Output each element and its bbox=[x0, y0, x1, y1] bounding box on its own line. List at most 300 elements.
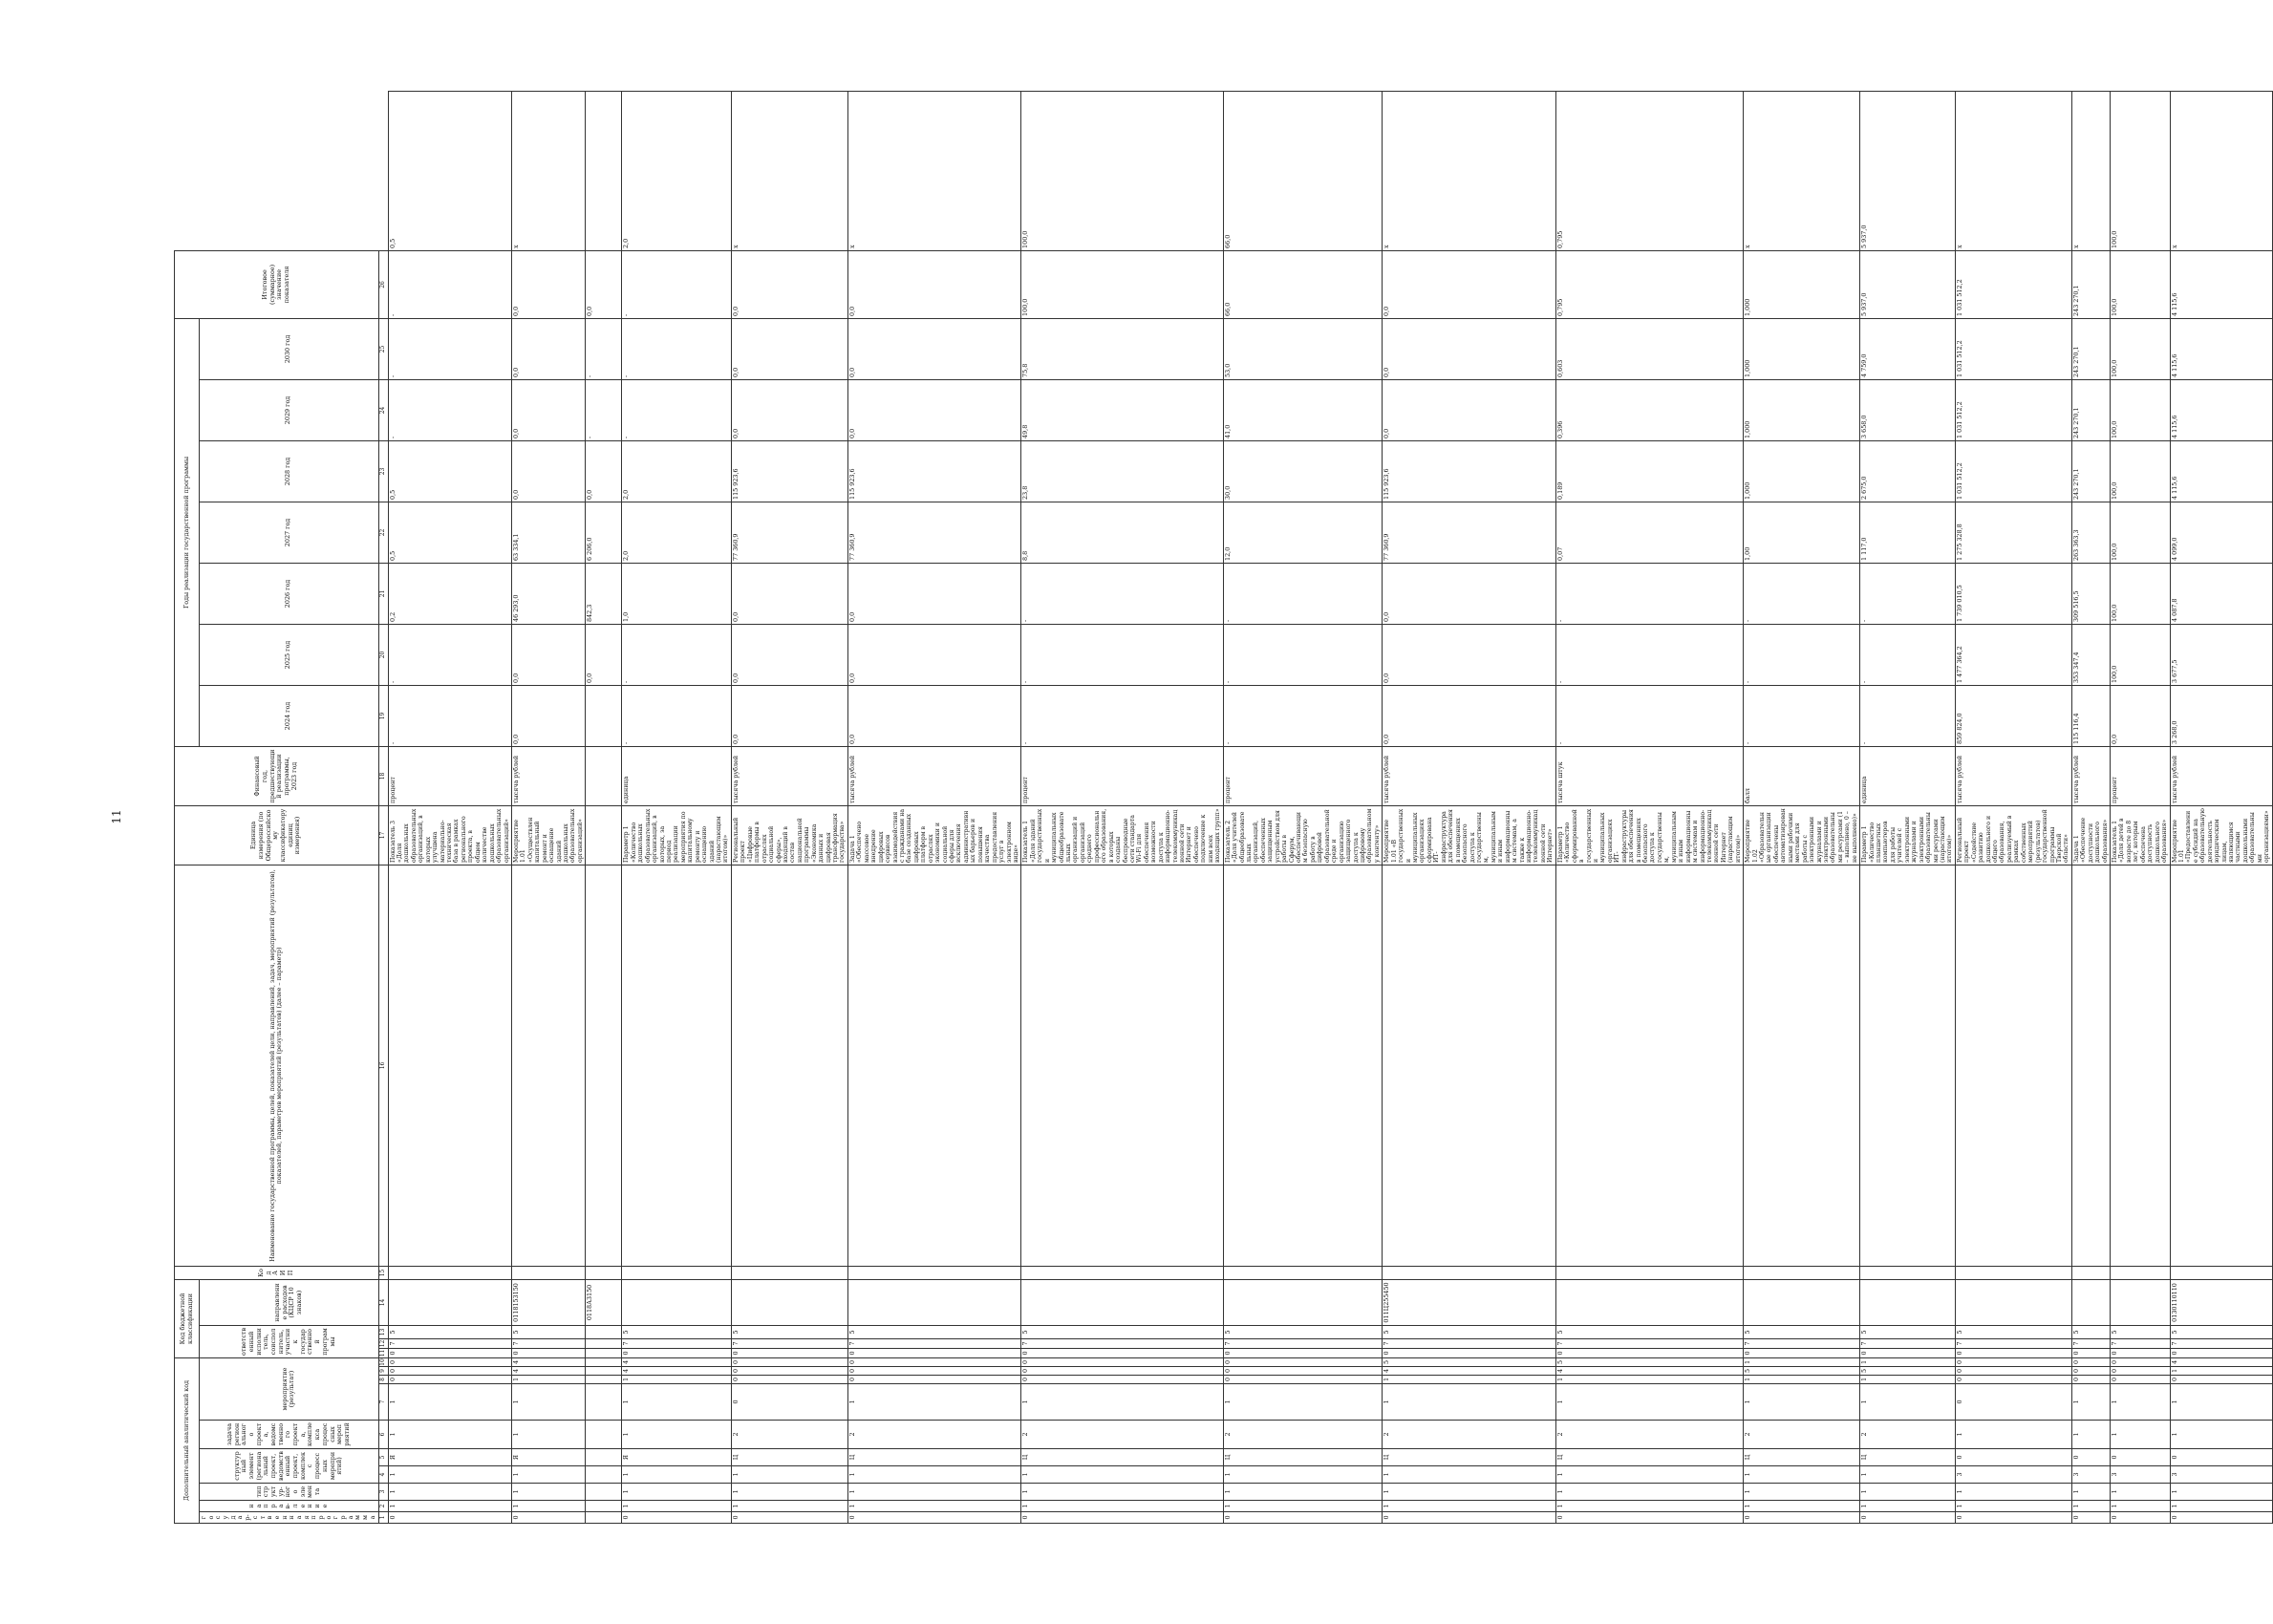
value-cell: 46 293,0 bbox=[511, 563, 585, 624]
unit-cell: единица bbox=[1860, 746, 1956, 805]
code-cell: 0 bbox=[847, 1376, 1021, 1384]
code-cell: 1 bbox=[622, 1376, 732, 1384]
value-cell: - bbox=[586, 379, 622, 440]
code-cell: 1 bbox=[511, 1484, 585, 1501]
column-number: 25 bbox=[378, 318, 388, 379]
value-cell: 0,0 bbox=[847, 563, 1021, 624]
value-cell: 1 739 010,5 bbox=[1955, 563, 2071, 624]
code-cell: 7 bbox=[847, 1338, 1021, 1348]
code-cell: 1 bbox=[1555, 1376, 1743, 1384]
value-cell: - bbox=[586, 318, 622, 379]
code-cell: 0 bbox=[1955, 1449, 2071, 1466]
code-cell bbox=[586, 1376, 622, 1384]
code-cell bbox=[2170, 865, 2272, 1266]
table-row bbox=[1955, 92, 2071, 1524]
code-cell: 3 bbox=[1955, 1466, 2071, 1484]
code-cell: 0 bbox=[1955, 1512, 2071, 1524]
name-cell: Мероприятие 1.01 «Предоставление субсидий на образовательную деятельность юридическим лицам, являющимся частными дошкольными образовательными организациями» bbox=[2170, 805, 2272, 865]
name-cell: Показатель 3 «Доля дошкольных образовательных организаций, в которых улучшена материально-техническая база в рамках регионального проекта, в общем количестве дошкольных образовательных организаций» bbox=[388, 805, 511, 865]
table-viewport bbox=[174, 91, 2271, 1524]
header-kapp: Код АИП bbox=[175, 1266, 379, 1279]
value-cell: 0,5 bbox=[388, 502, 511, 563]
value-cell: 0,0 bbox=[1383, 624, 1556, 685]
code-cell: 1 bbox=[511, 1384, 585, 1421]
code-cell: 0 bbox=[731, 1357, 847, 1366]
code-cell: 1 bbox=[1021, 1466, 1223, 1484]
code-cell: 5 bbox=[1223, 1325, 1383, 1338]
header-gp: государ-ственная программа bbox=[200, 1512, 379, 1524]
value-cell: - bbox=[388, 250, 511, 318]
table-body bbox=[388, 92, 2272, 1524]
code-cell: 1 bbox=[847, 1501, 1021, 1512]
name-cell: Показатель 1 «Доля детей в возрасте до 8 лет, которым обеспечена доступность дошкольного образования» bbox=[2111, 805, 2171, 865]
code-cell bbox=[731, 865, 847, 1266]
value-cell: 0,0 bbox=[586, 440, 622, 502]
value-cell: 23,8 bbox=[1021, 440, 1223, 502]
value-cell: 0,2 bbox=[388, 563, 511, 624]
code-cell: 0 bbox=[511, 1512, 585, 1524]
code-cell: 4 bbox=[511, 1367, 585, 1376]
column-number: 4 bbox=[378, 1466, 388, 1484]
value-cell: 30,0 bbox=[1223, 440, 1383, 502]
value-cell: 4 115,6 bbox=[2170, 250, 2272, 318]
value-cell: - bbox=[622, 624, 732, 685]
value-cell: - bbox=[1555, 563, 1743, 624]
value-cell: - bbox=[1860, 685, 1956, 746]
unit-cell: тысяча рублей bbox=[2170, 746, 2272, 805]
table-row bbox=[586, 92, 622, 1524]
value-cell: 0,0 bbox=[511, 440, 585, 502]
code-cell: 3 bbox=[2170, 1466, 2272, 1484]
value-cell: 75,8 bbox=[1021, 318, 1223, 379]
code-cell bbox=[1383, 1266, 1556, 1279]
code-cell: 0 bbox=[2071, 1367, 2110, 1376]
header-fin-year: Финансовый год, предшествующий реализации программы, 2023 год bbox=[175, 746, 379, 805]
code-cell: 0 bbox=[2111, 1348, 2171, 1357]
name-cell: Показатель 2 «Доля учителей общеобразовательных организаций, обеспеченных защищенным устройством для работы в Сферум, обеспечивающим безопасную работу в цифровой образовательной среде и организацию защищенного доступа к цифровому образовательному контенту» bbox=[1223, 805, 1383, 865]
value-cell: 53,0 bbox=[1223, 318, 1383, 379]
code-cell bbox=[847, 865, 1021, 1266]
value-cell: 0,0 bbox=[731, 563, 847, 624]
table-row bbox=[1744, 92, 1860, 1524]
header-expense: направление расходов (КЦСР 10 знаков) bbox=[200, 1279, 379, 1325]
unit-cell: процент bbox=[1021, 746, 1223, 805]
header-year-2028: 2028 год bbox=[200, 440, 379, 502]
code-cell: 1 bbox=[511, 1376, 585, 1384]
unit-cell bbox=[586, 746, 622, 805]
code-cell: 5 bbox=[1021, 1325, 1223, 1338]
value-cell: 3 658,0 bbox=[1860, 379, 1956, 440]
code-cell: 5 bbox=[2170, 1325, 2272, 1338]
code-cell: 1 bbox=[1383, 1384, 1556, 1421]
value-cell: 3 677,5 bbox=[2170, 624, 2272, 685]
code-cell: 0 bbox=[1555, 1512, 1743, 1524]
code-cell bbox=[586, 1449, 622, 1466]
code-cell: Я bbox=[388, 1449, 511, 1466]
final-value-cell: 100,0 bbox=[2111, 92, 2171, 251]
code-cell: 7 bbox=[2111, 1338, 2171, 1348]
final-value-cell: х bbox=[847, 92, 1021, 251]
code-cell: 5 bbox=[1860, 1325, 1956, 1338]
value-cell: 1,000 bbox=[1744, 440, 1860, 502]
value-cell: 0,5 bbox=[388, 440, 511, 502]
column-number: 11 bbox=[378, 1348, 388, 1357]
code-cell: 1 bbox=[847, 1384, 1021, 1421]
code-cell: 1 bbox=[388, 1466, 511, 1484]
value-cell: 1,000 bbox=[1744, 318, 1860, 379]
code-cell: 1 bbox=[1744, 1484, 1860, 1501]
code-cell: 0118153150 bbox=[511, 1279, 585, 1325]
code-cell bbox=[586, 1266, 622, 1279]
final-value-cell: х bbox=[2071, 92, 2110, 251]
column-number: 2 bbox=[378, 1501, 388, 1512]
code-cell: 7 bbox=[1021, 1338, 1223, 1348]
code-cell bbox=[1955, 865, 2071, 1266]
value-cell: 0,0 bbox=[731, 379, 847, 440]
value-cell: 12,0 bbox=[1223, 502, 1383, 563]
value-cell: 0,0 bbox=[511, 250, 585, 318]
table-row bbox=[1021, 92, 1223, 1524]
code-cell: 1 bbox=[511, 1501, 585, 1512]
header-struct: структурный элемент (региональный проект, ведомственный проект, комплекс процессных мероприятий) bbox=[200, 1449, 379, 1484]
column-number: 17 bbox=[378, 805, 388, 865]
value-cell: 4 115,6 bbox=[2170, 379, 2272, 440]
table-row bbox=[388, 92, 511, 1524]
code-cell bbox=[388, 1279, 511, 1325]
header-name: Наименование государственной программы, целей, показателей цели, направлений, задач, мероприятий (результатов), показателей, параметров мероприятий (результатов) (далее – параметр) bbox=[175, 865, 379, 1266]
code-cell: 0 bbox=[2071, 1348, 2110, 1357]
code-cell: 1 bbox=[1383, 1376, 1556, 1384]
column-number: 15 bbox=[378, 1266, 388, 1279]
name-cell: Параметр 1 «Количество дошкольных образовательных организаций, в которых, за период реализации мероприятия по капитальному ремонту и оснащению зданий (нарастающим итогом)» bbox=[622, 805, 732, 865]
code-cell: 1 bbox=[1223, 1466, 1383, 1484]
code-cell: 1 bbox=[511, 1466, 585, 1484]
code-cell: 1 bbox=[2111, 1484, 2171, 1501]
value-cell: - bbox=[1860, 624, 1956, 685]
column-number: 3 bbox=[378, 1484, 388, 1501]
value-cell: 3 268,0 bbox=[2170, 685, 2272, 746]
code-cell bbox=[586, 1357, 622, 1366]
code-cell bbox=[586, 1421, 622, 1449]
code-cell: 1 bbox=[731, 1484, 847, 1501]
table-row bbox=[622, 92, 732, 1524]
value-cell: 0,0 bbox=[511, 379, 585, 440]
code-cell: 0 bbox=[1021, 1367, 1223, 1376]
value-cell: 1 031 512,2 bbox=[1955, 250, 2071, 318]
code-cell: 0 bbox=[2071, 1512, 2110, 1524]
code-cell bbox=[586, 1484, 622, 1501]
code-cell: 0 bbox=[731, 1348, 847, 1357]
code-cell: 0 bbox=[1744, 1348, 1860, 1357]
value-cell: 0,0 bbox=[1383, 685, 1556, 746]
code-cell: 5 bbox=[1555, 1357, 1743, 1366]
value-cell: 243 270,1 bbox=[2071, 379, 2110, 440]
code-cell: 0 bbox=[2111, 1512, 2171, 1524]
final-value-cell bbox=[586, 92, 622, 251]
value-cell: 100,0 bbox=[2111, 624, 2171, 685]
header-budget-code: Код бюджетной классификации bbox=[175, 1279, 200, 1357]
header-task: задача регионального проекта, ведомственного проекта, комплекса процессных мероприятий bbox=[200, 1421, 379, 1449]
code-cell bbox=[388, 1266, 511, 1279]
code-cell: 0 bbox=[847, 1367, 1021, 1376]
header-event: мероприятие (результат) bbox=[200, 1357, 379, 1420]
value-cell: 0,0 bbox=[586, 624, 622, 685]
code-cell bbox=[586, 1501, 622, 1512]
code-cell: 0 bbox=[1860, 1512, 1956, 1524]
value-cell: 0,0 bbox=[847, 379, 1021, 440]
code-cell bbox=[2170, 1266, 2272, 1279]
value-cell: - bbox=[1744, 624, 1860, 685]
column-number: 6 bbox=[378, 1421, 388, 1449]
unit-cell: тысяча рублей bbox=[731, 746, 847, 805]
code-cell: 5 bbox=[388, 1325, 511, 1338]
code-cell bbox=[731, 1266, 847, 1279]
header-years-group: Годы реализации государственной программы bbox=[175, 318, 200, 746]
final-value-cell: х bbox=[511, 92, 585, 251]
code-cell: 4 bbox=[2170, 1357, 2272, 1366]
code-cell: 1 bbox=[622, 1484, 732, 1501]
code-cell: 1 bbox=[2071, 1484, 2110, 1501]
name-cell: Региональный проект «Содействие развитию дошкольного и общего образования, реализуемый в рамках собственных мероприятий (результатов) государственной программы Тверской области» bbox=[1955, 805, 2071, 865]
value-cell: 859 824,0 bbox=[1955, 685, 2071, 746]
value-cell: 100,0 bbox=[2111, 379, 2171, 440]
name-cell: Мероприятие 1.01 «Осуществлен капитальный ремонт и оснащение зданий дошкольных образовательных организаций» bbox=[511, 805, 585, 865]
value-cell: 0,0 bbox=[1383, 563, 1556, 624]
code-cell: 2 bbox=[1555, 1421, 1743, 1449]
unit-cell: тысяча рублей bbox=[511, 746, 585, 805]
code-cell: 0 bbox=[2071, 1376, 2110, 1384]
code-cell: 5 bbox=[2111, 1325, 2171, 1338]
code-cell bbox=[622, 1266, 732, 1279]
code-cell: 7 bbox=[1955, 1338, 2071, 1348]
code-cell: 0 bbox=[388, 1512, 511, 1524]
code-cell: 1 bbox=[2170, 1421, 2272, 1449]
program-table bbox=[174, 91, 2273, 1524]
column-number: 22 bbox=[378, 502, 388, 563]
code-cell bbox=[2111, 865, 2171, 1266]
value-cell: 100,0 bbox=[2111, 440, 2171, 502]
code-cell bbox=[1744, 1279, 1860, 1325]
unit-cell: тысяча рублей bbox=[1955, 746, 2071, 805]
code-cell bbox=[1744, 865, 1860, 1266]
code-cell: 1 bbox=[1955, 1501, 2071, 1512]
header-year-2024: 2024 год bbox=[200, 685, 379, 746]
header-add-code: Дополнительный аналитический код bbox=[175, 1357, 200, 1523]
code-cell: 1 bbox=[622, 1466, 732, 1484]
value-cell: 115 923,6 bbox=[1383, 440, 1556, 502]
code-cell: 1 bbox=[2071, 1501, 2110, 1512]
code-cell: 1 bbox=[511, 1421, 585, 1449]
code-cell: 0 bbox=[731, 1367, 847, 1376]
unit-cell: тысяча рублей bbox=[2071, 746, 2110, 805]
code-cell: Ц bbox=[1555, 1449, 1743, 1466]
code-cell: 1 bbox=[622, 1384, 732, 1421]
value-cell: 6 206,0 bbox=[586, 502, 622, 563]
header-exec: ответственный исполнитель, соисполнитель, участник государственной программы bbox=[200, 1325, 379, 1357]
code-cell bbox=[1555, 1279, 1743, 1325]
unit-cell: тысяча рублей bbox=[847, 746, 1021, 805]
final-value-cell: 0,795 bbox=[1555, 92, 1743, 251]
value-cell: 115 923,6 bbox=[847, 440, 1021, 502]
value-cell: - bbox=[388, 685, 511, 746]
table-row bbox=[1383, 92, 1556, 1524]
value-cell: - bbox=[1223, 624, 1383, 685]
code-cell: 0 bbox=[2071, 1357, 2110, 1366]
value-cell: - bbox=[1555, 624, 1743, 685]
code-cell: 1 bbox=[731, 1466, 847, 1484]
code-cell: Я bbox=[511, 1449, 585, 1466]
code-cell: 7 bbox=[388, 1338, 511, 1348]
code-cell: 4 bbox=[1383, 1367, 1556, 1376]
code-cell: 2 bbox=[1223, 1421, 1383, 1449]
code-cell: 0118А3150 bbox=[586, 1279, 622, 1325]
code-cell bbox=[1955, 1266, 2071, 1279]
value-cell: 77 360,9 bbox=[847, 502, 1021, 563]
code-cell bbox=[586, 1325, 622, 1338]
code-cell: 0 bbox=[2170, 1512, 2272, 1524]
code-cell: 1 bbox=[1383, 1484, 1556, 1501]
code-cell: 1 bbox=[1860, 1466, 1956, 1484]
value-cell: 0,07 bbox=[1555, 502, 1743, 563]
code-cell: 1 bbox=[1860, 1384, 1956, 1421]
value-cell: 243 270,1 bbox=[2071, 440, 2110, 502]
code-cell: 0 bbox=[622, 1348, 732, 1357]
code-cell: Ц bbox=[1021, 1449, 1223, 1466]
code-cell: 1 bbox=[1223, 1384, 1383, 1421]
code-cell: 2 bbox=[847, 1421, 1021, 1449]
value-cell: 1 031 512,2 bbox=[1955, 440, 2071, 502]
code-cell: 7 bbox=[511, 1338, 585, 1348]
code-cell: 0 bbox=[1955, 1367, 2071, 1376]
value-cell: 0,0 bbox=[731, 318, 847, 379]
rotated-table-container bbox=[174, 91, 2271, 1524]
code-cell bbox=[1555, 1266, 1743, 1279]
code-cell: 1 bbox=[388, 1501, 511, 1512]
column-number: 5 bbox=[378, 1449, 388, 1466]
table-row bbox=[2071, 92, 2110, 1524]
table-row bbox=[1223, 92, 1383, 1524]
code-cell: 0 bbox=[511, 1348, 585, 1357]
code-cell bbox=[1223, 1266, 1383, 1279]
column-number: 19 bbox=[378, 685, 388, 746]
column-number: 9 bbox=[378, 1367, 388, 1376]
code-cell: 0 bbox=[2111, 1367, 2171, 1376]
value-cell: 4 099,0 bbox=[2170, 502, 2272, 563]
code-cell: 1 bbox=[1744, 1357, 1860, 1366]
code-cell bbox=[1021, 1279, 1223, 1325]
value-cell: 353 347,4 bbox=[2071, 624, 2110, 685]
table-row bbox=[731, 92, 847, 1524]
code-cell: 7 bbox=[622, 1338, 732, 1348]
code-cell: 0 bbox=[1223, 1357, 1383, 1366]
code-cell bbox=[2071, 1266, 2110, 1279]
value-cell: 0,0 bbox=[847, 624, 1021, 685]
code-cell bbox=[586, 865, 622, 1266]
code-cell: 0 bbox=[1955, 1357, 2071, 1366]
code-cell: 0 bbox=[1383, 1348, 1556, 1357]
value-cell: 100,0 bbox=[2111, 250, 2171, 318]
value-cell: 0,0 bbox=[1383, 379, 1556, 440]
code-cell: 1 bbox=[388, 1421, 511, 1449]
code-cell: 1 bbox=[1955, 1484, 2071, 1501]
code-cell: 3 bbox=[2111, 1466, 2171, 1484]
value-cell: 100,0 bbox=[2111, 318, 2171, 379]
code-cell bbox=[1223, 1279, 1383, 1325]
value-cell: 0,0 bbox=[511, 624, 585, 685]
value-cell: 0,0 bbox=[586, 250, 622, 318]
value-cell: - bbox=[388, 318, 511, 379]
code-cell: 1 bbox=[388, 1484, 511, 1501]
code-cell: 0 bbox=[1383, 1512, 1556, 1524]
name-cell: Мероприятие 1.02 «Образовательные организации обеспечены автоматизированными рабочими местами для работы с электронными журналами и электронными образовательными ресурсами (1 – выполнено, 0 – не выполнено)» bbox=[1744, 805, 1860, 865]
value-cell: 0,0 bbox=[1383, 250, 1556, 318]
code-cell: 0 bbox=[1021, 1357, 1223, 1366]
final-value-cell: х bbox=[1744, 92, 1860, 251]
code-cell: 0 bbox=[2111, 1357, 2171, 1366]
code-cell: 1 bbox=[2111, 1384, 2171, 1421]
value-cell: 263 363,3 bbox=[2071, 502, 2110, 563]
value-cell: - bbox=[1021, 563, 1223, 624]
code-cell: 7 bbox=[2170, 1338, 2272, 1348]
code-cell bbox=[586, 1338, 622, 1348]
code-cell: 0 bbox=[388, 1357, 511, 1366]
value-cell: 243 270,1 bbox=[2071, 250, 2110, 318]
code-cell bbox=[1555, 865, 1743, 1266]
code-cell: 7 bbox=[1860, 1338, 1956, 1348]
unit-cell: тысяча штук bbox=[1555, 746, 1743, 805]
code-cell: 1 bbox=[1021, 1484, 1223, 1501]
value-cell: 1 031 512,2 bbox=[1955, 379, 2071, 440]
value-cell: 0,0 bbox=[511, 318, 585, 379]
column-number-row bbox=[378, 92, 388, 1524]
code-cell: 1 bbox=[1955, 1421, 2071, 1449]
code-cell: 1 bbox=[388, 1384, 511, 1421]
code-cell: Ц bbox=[847, 1449, 1021, 1466]
code-cell: 5 bbox=[511, 1325, 585, 1338]
code-cell: 5 bbox=[847, 1325, 1021, 1338]
final-value-cell: 66,0 bbox=[1223, 92, 1383, 251]
code-cell: 1 bbox=[1383, 1501, 1556, 1512]
code-cell: 0 bbox=[1555, 1348, 1743, 1357]
value-cell: 115 923,6 bbox=[731, 440, 847, 502]
code-cell bbox=[1860, 1279, 1956, 1325]
column-number: 7 bbox=[378, 1384, 388, 1421]
header-dir: направ-ление bbox=[200, 1501, 379, 1512]
value-cell: 77 360,9 bbox=[731, 502, 847, 563]
column-number: 26 bbox=[378, 250, 388, 318]
code-cell: 7 bbox=[1223, 1338, 1383, 1348]
column-number: 18 bbox=[378, 746, 388, 805]
code-cell bbox=[731, 1279, 847, 1325]
unit-cell: процент bbox=[2111, 746, 2171, 805]
code-cell bbox=[1021, 1266, 1223, 1279]
final-value-cell: х bbox=[1383, 92, 1556, 251]
value-cell: 0,0 bbox=[731, 250, 847, 318]
value-cell: 115 116,4 bbox=[2071, 685, 2110, 746]
column-number: 12 bbox=[378, 1338, 388, 1348]
value-cell: - bbox=[1744, 563, 1860, 624]
table-row bbox=[511, 92, 585, 1524]
value-cell: 0,0 bbox=[847, 250, 1021, 318]
value-cell: 0,0 bbox=[731, 624, 847, 685]
column-number: 10 bbox=[378, 1357, 388, 1366]
header-year-2030: 2030 год bbox=[200, 318, 379, 379]
code-cell: 1 bbox=[622, 1501, 732, 1512]
code-cell: 0 bbox=[847, 1512, 1021, 1524]
value-cell: 77 360,9 bbox=[1383, 502, 1556, 563]
value-cell: 4 759,0 bbox=[1860, 318, 1956, 379]
value-cell: - bbox=[1021, 685, 1223, 746]
